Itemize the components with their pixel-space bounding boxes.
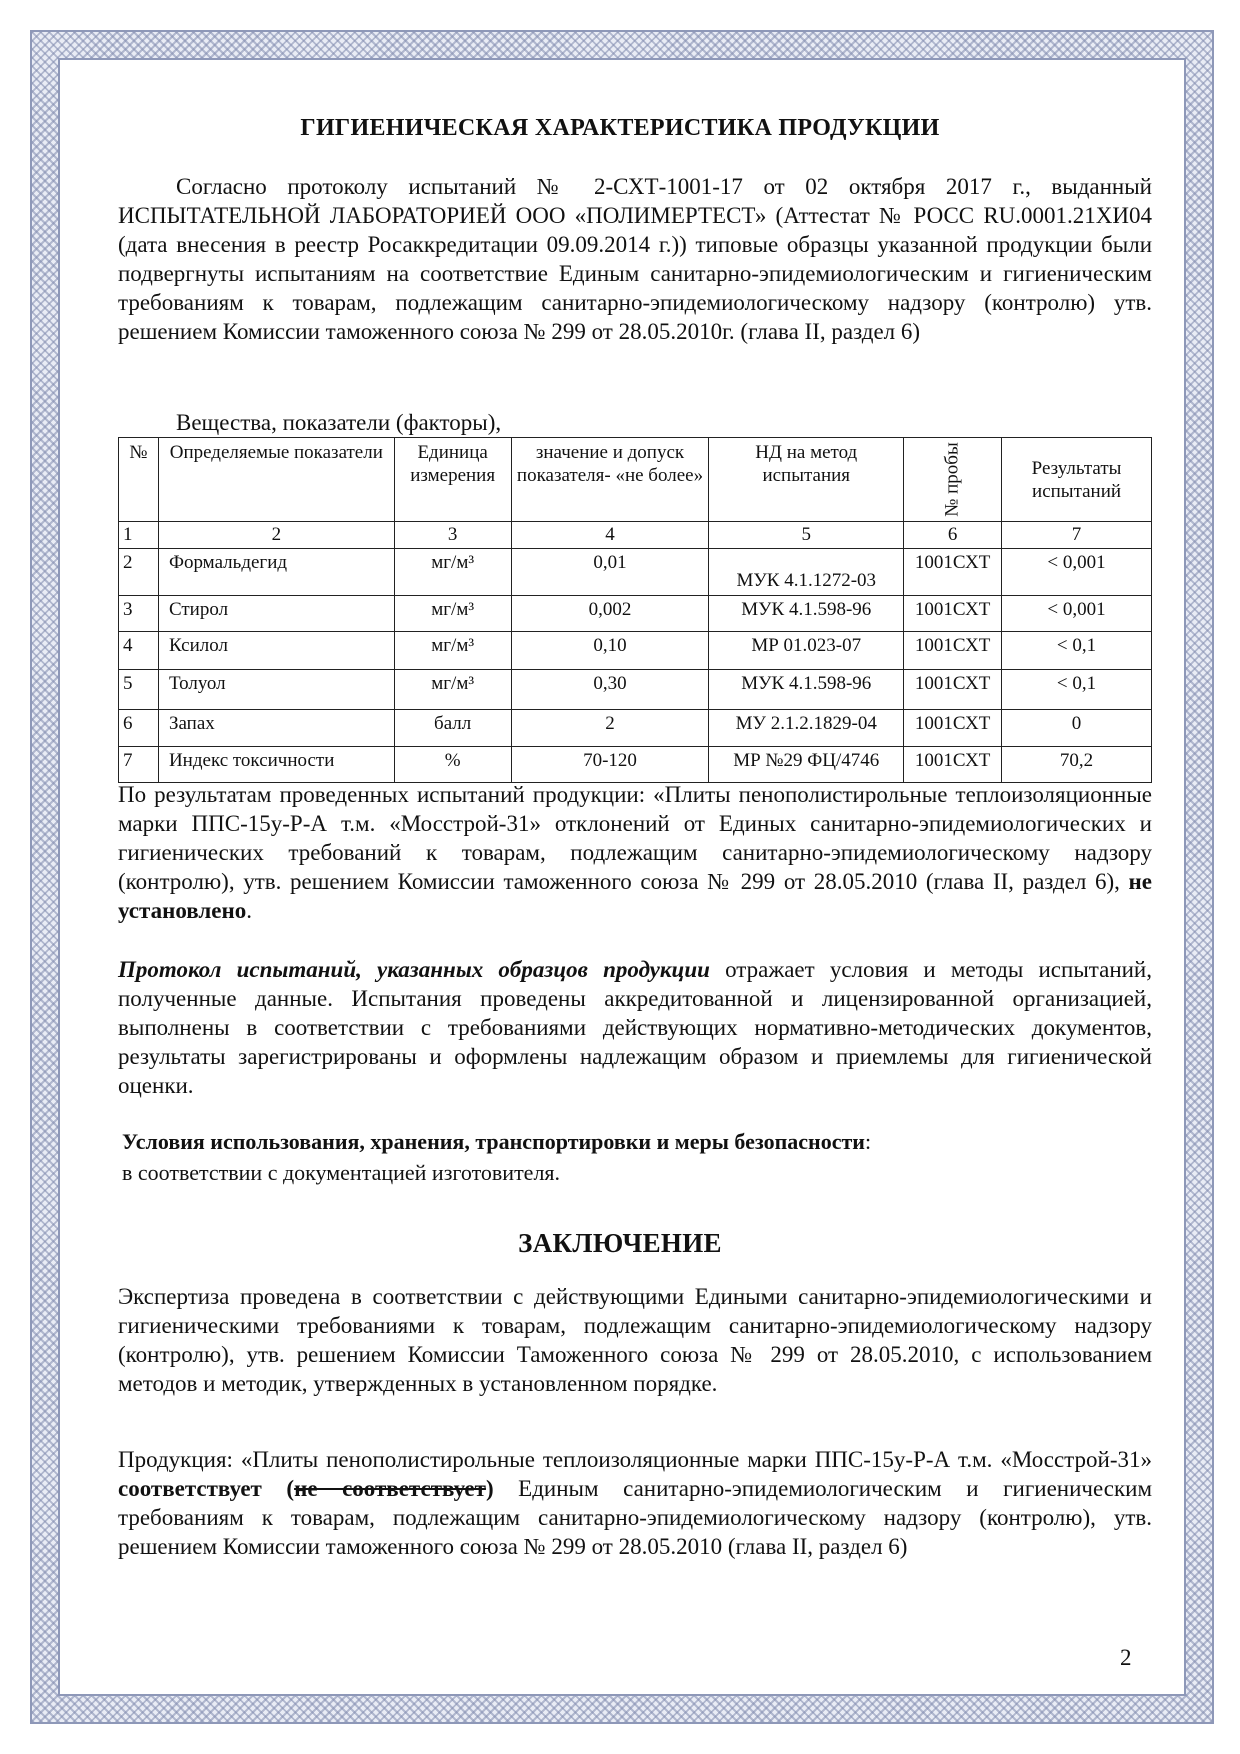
column-number: 6 — [904, 522, 1002, 549]
product-verdict: соответствует — [118, 1476, 262, 1501]
row-number: 5 — [119, 670, 159, 710]
sample-number: 1001СХТ — [904, 670, 1002, 710]
test-method: МР 01.023-07 — [709, 632, 904, 670]
row-number: 2 — [119, 549, 159, 596]
test-result: 70,2 — [1002, 747, 1152, 783]
protocol-lead: Протокол испытаний, указанных образцов продукции — [118, 957, 710, 982]
conditions-body: в соответствии с документацией изготовителя. — [122, 1160, 561, 1185]
page-number: 2 — [1120, 1645, 1132, 1670]
sample-number: 1001СХТ — [904, 596, 1002, 632]
test-method: МУК 4.1.1272-03 — [709, 549, 904, 596]
test-result: 0 — [1002, 710, 1152, 747]
results-paragraph — [118, 780, 1152, 925]
limit-value: 0,30 — [511, 670, 709, 710]
table-row — [119, 670, 1152, 710]
header-cell: № — [119, 438, 159, 522]
results-verdict: не установлено — [118, 869, 1152, 923]
struck-verdict: не соответствует — [294, 1476, 486, 1501]
indicator-name: Формальдегид — [158, 549, 394, 596]
table-row — [119, 549, 1152, 596]
limit-value: 0,002 — [511, 596, 709, 632]
column-number: 1 — [119, 522, 159, 549]
header-cell-sample: № пробы — [904, 438, 1002, 522]
test-method: МУК 4.1.598-96 — [709, 596, 904, 632]
row-number: 3 — [119, 596, 159, 632]
unit: мг/м³ — [394, 549, 511, 596]
sample-number: 1001СХТ — [904, 549, 1002, 596]
unit: мг/м³ — [394, 632, 511, 670]
test-result: < 0,1 — [1002, 632, 1152, 670]
header-cell: Результаты испытаний — [1002, 438, 1152, 522]
indicator-name: Толуол — [158, 670, 394, 710]
indicator-name: Ксилол — [158, 632, 394, 670]
test-method: МУ 2.1.2.1829-04 — [709, 710, 904, 747]
sample-number: 1001СХТ — [904, 632, 1002, 670]
sample-number: 1001СХТ — [904, 710, 1002, 747]
product-text-end: Единым санитарно-эпидемиологическим и гигиеническим требованиям к товарам, подлежащим санитарно-эпидемиологическому надзору (контролю), утв. решением Комиссии таможенного союза № 299 от 28.05.2010 (глава II, раздел 6) — [118, 1476, 1153, 1559]
unit: % — [394, 747, 511, 783]
indicator-name: Стирол — [158, 596, 394, 632]
row-number: 4 — [119, 632, 159, 670]
test-results-table — [118, 437, 1152, 783]
paren: ) — [485, 1476, 494, 1501]
conditions-heading: Условия использования, хранения, транспортировки и меры безопасности: — [122, 1129, 872, 1154]
column-number-row — [119, 522, 1152, 549]
protocol-paragraph — [118, 955, 1152, 1100]
column-number: 4 — [511, 522, 709, 549]
column-number: 7 — [1002, 522, 1152, 549]
test-method: МУК 4.1.598-96 — [709, 670, 904, 710]
column-number: 3 — [394, 522, 511, 549]
table-row — [119, 710, 1152, 747]
row-number: 6 — [119, 710, 159, 747]
row-number: 7 — [119, 747, 159, 783]
results-text: По результатам проведенных испытаний продукции: «Плиты пенополистирольные теплоизоляционные марки ППС-15у-Р-А т.м. «Мосстрой-31» отклонений от Единых санитарно-эпидемиологических и гигиенических требований к товарам, подлежащим санитарно-эпидемиологическому надзору (контролю), утв. решением Комиссии таможенного союза № 299 от 28.05.2010 (глава II, раздел 6), — [118, 782, 1152, 894]
limit-value: 0,01 — [511, 549, 709, 596]
header-cell: значение и допуск показателя- «не более» — [511, 438, 709, 522]
intro-paragraph: Согласно протоколу испытаний № 2-СХТ-1001-17 от 02 октября 2017 г., выданный ИСПЫТАТЕЛЬНОЙ ЛАБОРАТОРИЕЙ ООО «ПОЛИМЕРТЕСТ» (Аттестат № РОСС RU.0001.21ХИ04 (дата внесения в реестр Росаккредитации 09.09.2014 г.)) типовые образцы указанной продукции были подвергнуты испытаниям на соответствие Единым санитарно-эпидемиологическим и гигиеническим требованиям к товарам, подлежащим санитарно-эпидемиологическому надзору (контролю) утв. решением Комиссии таможенного союза № 299 от 28.05.2010г. (глава II, раздел 6) — [118, 174, 1152, 344]
product-paragraph — [118, 1445, 1152, 1561]
product-text: Продукция: «Плиты пенополистирольные теплоизоляционные марки ППС-15у-Р-А т.м. «Мосстрой-31» — [118, 1447, 1152, 1472]
header-cell: Определяемые показатели — [158, 438, 394, 522]
column-number: 2 — [158, 522, 394, 549]
column-number: 5 — [709, 522, 904, 549]
unit: мг/м³ — [394, 596, 511, 632]
table-row — [119, 747, 1152, 783]
sample-number: 1001СХТ — [904, 747, 1002, 783]
paren: ( — [261, 1476, 295, 1501]
test-result: < 0,1 — [1002, 670, 1152, 710]
protocol-text: отражает условия и методы испытаний, полученные данные. Испытания проведены аккредитованной и лицензированной организацией, выполнены в соответствии с требованиями действующих нормативно-методических документов, результаты зарегистрированы и оформлены надлежащим образом и приемлемы для гигиенической оценки. — [118, 957, 1152, 1098]
unit: мг/м³ — [394, 670, 511, 710]
limit-value: 2 — [511, 710, 709, 747]
indicator-name: Индекс токсичности — [158, 747, 394, 783]
table-row — [119, 596, 1152, 632]
conclusion-paragraph: Экспертиза проведена в соответствии с действующими Едиными санитарно-эпидемиологическими и гигиеническими требованиями к товарам, подлежащим санитарно-эпидемиологическому надзору (контролю), утв. решением Комиссии Таможенного союза № 299 от 28.05.2010, с использованием методов и методик, утвержденных в установленном порядке. — [118, 1284, 1152, 1396]
table-lead-text: Вещества, показатели (факторы), — [176, 410, 502, 435]
table-header-row — [119, 438, 1152, 522]
header-cell: НД на метод испытания — [709, 438, 904, 522]
header-cell: Единица измерения — [394, 438, 511, 522]
conclusion-title: ЗАКЛЮЧЕНИЕ — [518, 1228, 722, 1258]
test-result: < 0,001 — [1002, 549, 1152, 596]
limit-value: 0,10 — [511, 632, 709, 670]
results-period: . — [246, 898, 252, 923]
limit-value: 70-120 — [511, 747, 709, 783]
table-row — [119, 632, 1152, 670]
test-method: МР №29 ФЦ/4746 — [709, 747, 904, 783]
test-result: < 0,001 — [1002, 596, 1152, 632]
unit: балл — [394, 710, 511, 747]
indicator-name: Запах — [158, 710, 394, 747]
section-title: ГИГИЕНИЧЕСКАЯ ХАРАКТЕРИСТИКА ПРОДУКЦИИ — [300, 115, 940, 141]
